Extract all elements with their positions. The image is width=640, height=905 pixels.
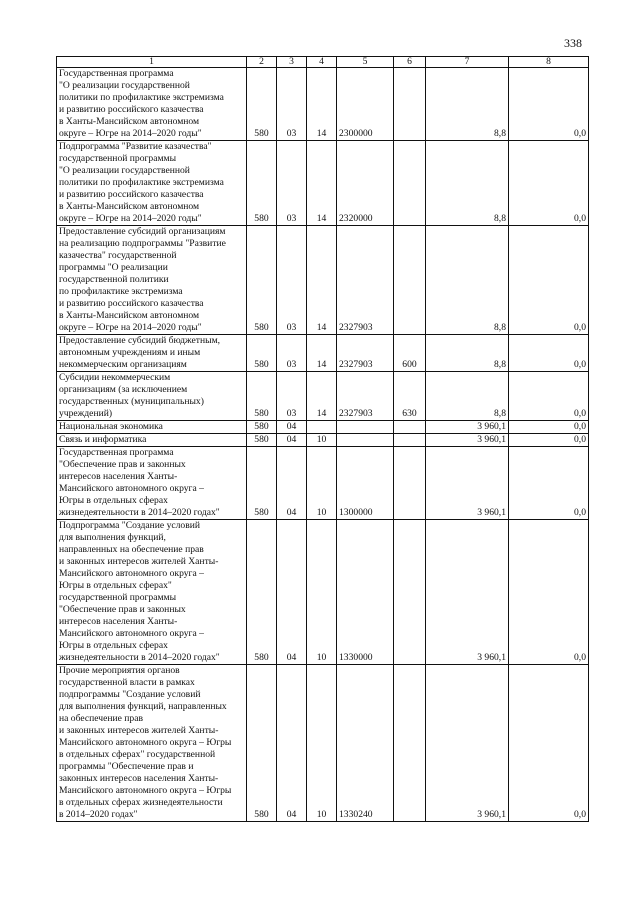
ministry-code: 580 [247, 520, 277, 665]
amount-2015: 8,8 [426, 68, 509, 141]
amount-2016: 0,0 [509, 335, 589, 372]
table-row [57, 421, 589, 434]
expense-type-code [394, 141, 426, 226]
expense-type-code [394, 68, 426, 141]
subsection-code: 10 [307, 434, 337, 447]
section-code: 04 [277, 665, 307, 822]
section-code: 03 [277, 226, 307, 335]
row-name: Государственная программа "О реализации государственной политики по профилактике экстремизма и развитию российского казачества в Ханты-Мансийском автономном округе – Югре на 2014–2020 годы" [57, 68, 247, 141]
ministry-code: 580 [247, 434, 277, 447]
amount-2016: 0,0 [509, 141, 589, 226]
amount-2015: 3 960,1 [426, 447, 509, 520]
amount-2016: 0,0 [509, 447, 589, 520]
row-name: Субсидии некоммерческим организациям (за исключением государственных (муниципальных) учреждений) [57, 372, 247, 421]
row-name: Предоставление субсидий организациям на реализацию подпрограммы "Развитие казачества" государственной программы "О реализации государственной политики по профилактике экстремизма и развитию российского казачества в Ханты-Мансийском автономном округе – Югре на 2014–2020 годы" [57, 226, 247, 335]
column-header: 8 [509, 57, 589, 68]
subsection-code: 14 [307, 141, 337, 226]
amount-2016: 0,0 [509, 226, 589, 335]
row-name: Предоставление субсидий бюджетным, автономным учреждениям и иным некоммерческим организациям [57, 335, 247, 372]
ministry-code: 580 [247, 335, 277, 372]
amount-2015: 3 960,1 [426, 434, 509, 447]
target-article-code: 1330000 [337, 520, 394, 665]
section-code: 04 [277, 447, 307, 520]
ministry-code: 580 [247, 68, 277, 141]
amount-2015: 8,8 [426, 372, 509, 421]
subsection-code: 10 [307, 447, 337, 520]
ministry-code: 580 [247, 372, 277, 421]
row-name: Национальная экономика [57, 421, 247, 434]
table-header-row [57, 57, 589, 68]
row-name: Связь и информатика [57, 434, 247, 447]
table-row [57, 141, 589, 226]
target-article-code [337, 421, 394, 434]
budget-table [56, 56, 589, 822]
amount-2015: 3 960,1 [426, 421, 509, 434]
amount-2016: 0,0 [509, 68, 589, 141]
row-name: Подпрограмма "Развитие казачества" государственной программы "О реализации государственной политики по профилактике экстремизма и развитию российского казачества в Ханты-Мансийском автономном округе – Югре на 2014–2020 годы" [57, 141, 247, 226]
subsection-code: 14 [307, 226, 337, 335]
amount-2015: 8,8 [426, 335, 509, 372]
expense-type-code [394, 520, 426, 665]
amount-2016: 0,0 [509, 665, 589, 822]
column-header: 6 [394, 57, 426, 68]
expense-type-code [394, 665, 426, 822]
target-article-code [337, 434, 394, 447]
expense-type-code [394, 434, 426, 447]
expense-type-code [394, 421, 426, 434]
target-article-code: 1300000 [337, 447, 394, 520]
page-number: 338 [564, 36, 582, 50]
column-header: 1 [57, 57, 247, 68]
subsection-code: 14 [307, 372, 337, 421]
row-name: Прочие мероприятия органов государственной власти в рамках подпрограммы "Создание условий для выполнения функций, направленных на обеспечение прав и законных интересов жителей Ханты- Мансийского автономного округа – Югры в отдельных сферах" государственной программы "Обеспечение прав и законных интересов населения Ханты- Мансийского автономного округа – Югры в отдельных сферах жизнедеятельности в 2014–2020 годах" [57, 665, 247, 822]
section-code: 03 [277, 68, 307, 141]
expense-type-code [394, 447, 426, 520]
ministry-code: 580 [247, 226, 277, 335]
section-code: 03 [277, 372, 307, 421]
subsection-code: 14 [307, 335, 337, 372]
target-article-code: 2300000 [337, 68, 394, 141]
amount-2016: 0,0 [509, 434, 589, 447]
target-article-code: 2327903 [337, 226, 394, 335]
column-header: 7 [426, 57, 509, 68]
row-name: Подпрограмма "Создание условий для выполнения функций, направленных на обеспечение прав и законных интересов жителей Ханты- Мансийского автономного округа – Югры в отдельных сферах" государственной программы "Обеспечение прав и законных интересов населения Ханты- Мансийского автономного округа – Югры в отдельных сферах жизнедеятельности в 2014–2020 годах" [57, 520, 247, 665]
ministry-code: 580 [247, 447, 277, 520]
section-code: 04 [277, 520, 307, 665]
target-article-code: 1330240 [337, 665, 394, 822]
table-row [57, 68, 589, 141]
table-row [57, 665, 589, 822]
column-header: 5 [337, 57, 394, 68]
table-row [57, 447, 589, 520]
column-header: 2 [247, 57, 277, 68]
amount-2015: 8,8 [426, 226, 509, 335]
column-header: 4 [307, 57, 337, 68]
table-row [57, 335, 589, 372]
target-article-code: 2327903 [337, 372, 394, 421]
row-name: Государственная программа "Обеспечение прав и законных интересов населения Ханты- Мансийского автономного округа – Югры в отдельных сферах жизнедеятельности в 2014–2020 годах" [57, 447, 247, 520]
section-code: 03 [277, 335, 307, 372]
amount-2015: 3 960,1 [426, 520, 509, 665]
expense-type-code: 600 [394, 335, 426, 372]
section-code: 03 [277, 141, 307, 226]
table-row [57, 434, 589, 447]
target-article-code: 2320000 [337, 141, 394, 226]
amount-2015: 8,8 [426, 141, 509, 226]
amount-2015: 3 960,1 [426, 665, 509, 822]
table-row [57, 520, 589, 665]
subsection-code: 14 [307, 68, 337, 141]
section-code: 04 [277, 421, 307, 434]
target-article-code: 2327903 [337, 335, 394, 372]
amount-2016: 0,0 [509, 520, 589, 665]
subsection-code: 10 [307, 520, 337, 665]
table-row [57, 226, 589, 335]
ministry-code: 580 [247, 141, 277, 226]
amount-2016: 0,0 [509, 372, 589, 421]
ministry-code: 580 [247, 665, 277, 822]
subsection-code [307, 421, 337, 434]
expense-type-code [394, 226, 426, 335]
expense-type-code: 630 [394, 372, 426, 421]
column-header: 3 [277, 57, 307, 68]
ministry-code: 580 [247, 421, 277, 434]
amount-2016: 0,0 [509, 421, 589, 434]
section-code: 04 [277, 434, 307, 447]
table-row [57, 372, 589, 421]
subsection-code: 10 [307, 665, 337, 822]
